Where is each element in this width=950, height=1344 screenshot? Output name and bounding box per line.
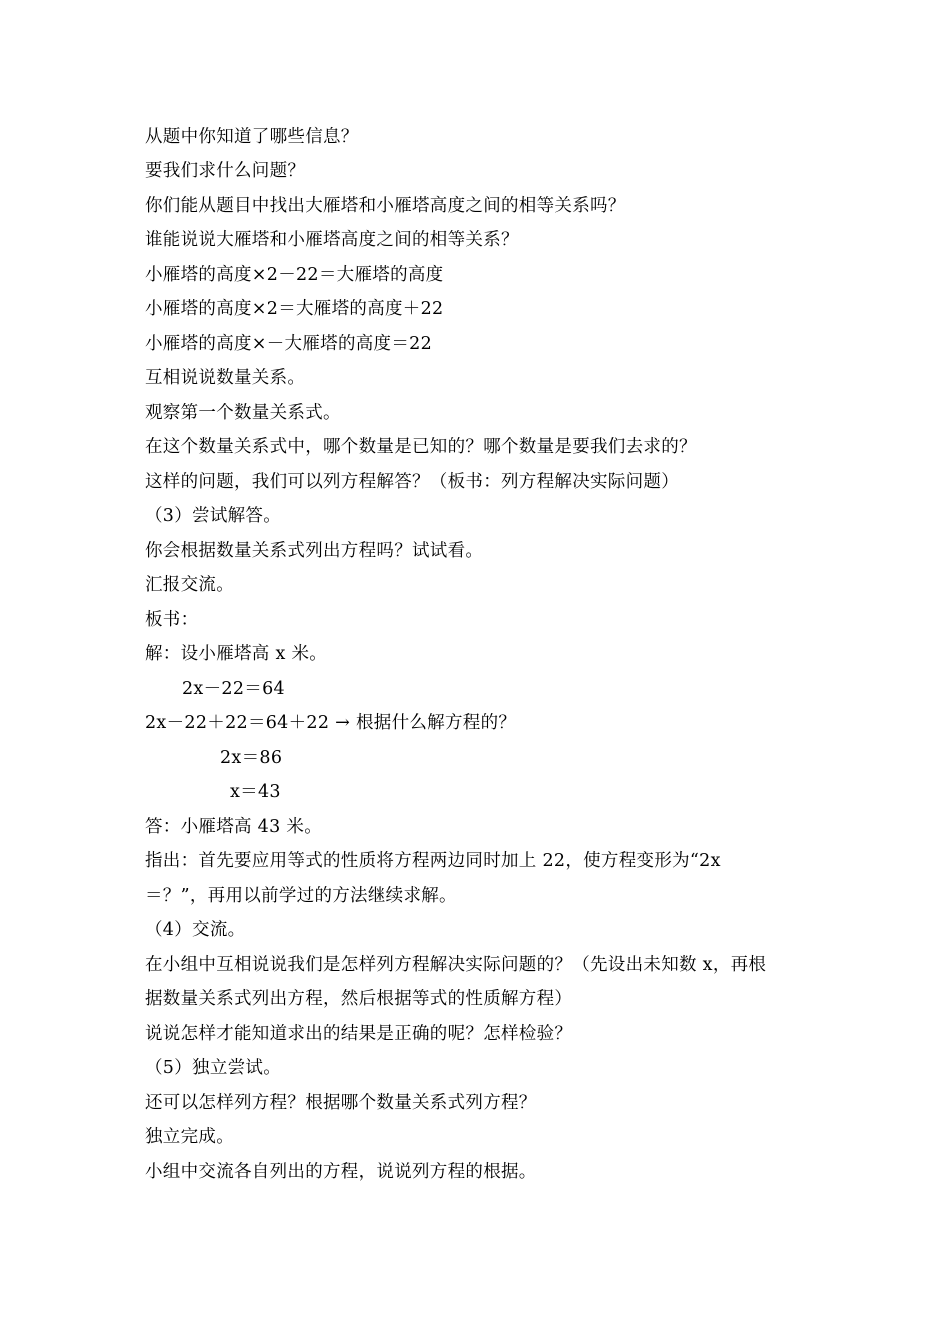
- text-line: 据数量关系式列出方程，然后根据等式的性质解方程）: [145, 989, 573, 1009]
- solution-line: 解：设小雁塔高 x 米。: [145, 644, 328, 664]
- equation-step: x＝43: [230, 782, 281, 802]
- text-line: 说说怎样才能知道求出的结果是正确的呢？怎样检验？: [145, 1024, 573, 1044]
- answer-line: 答：小雁塔高 43 米。: [145, 817, 322, 837]
- text-line: 小组中交流各自列出的方程，说说列方程的根据。: [145, 1162, 537, 1182]
- text-line: 板书：: [145, 610, 199, 630]
- text-line: ＝？”，再用以前学过的方法继续求解。: [145, 886, 457, 906]
- equation-step: 2x－22＝64: [182, 679, 285, 699]
- text-line: 你们能从题目中找出大雁塔和小雁塔高度之间的相等关系吗？: [145, 196, 626, 216]
- text-line: 指出：首先要应用等式的性质将方程两边同时加上 22，使方程变形为“2x: [145, 851, 721, 871]
- equation-step: 2x＝86: [220, 748, 283, 768]
- text-line: 观察第一个数量关系式。: [145, 403, 341, 423]
- text-line: 还可以怎样列方程？根据哪个数量关系式列方程？: [145, 1093, 537, 1113]
- text-line: 从题中你知道了哪些信息？: [145, 127, 359, 147]
- text-line: 在这个数量关系式中，哪个数量是已知的？哪个数量是要我们去求的？: [145, 437, 697, 457]
- text-line: 你会根据数量关系式列出方程吗？试试看。: [145, 541, 484, 561]
- section-heading: （4）交流。: [145, 920, 246, 940]
- equation-line: 小雁塔的高度×2－22＝大雁塔的高度: [145, 265, 444, 285]
- text-line: 汇报交流。: [145, 575, 234, 595]
- text-line: 这样的问题，我们可以列方程解答？（板书：列方程解决实际问题）: [145, 472, 679, 492]
- text-line: 在小组中互相说说我们是怎样列方程解决实际问题的？（先设出未知数 x，再根: [145, 955, 767, 975]
- equation-step: 2x－22＋22＝64＋22 → 根据什么解方程的？: [145, 713, 517, 733]
- text-line: 互相说说数量关系。: [145, 368, 306, 388]
- section-heading: （3）尝试解答。: [145, 506, 282, 526]
- text-line: 谁能说说大雁塔和小雁塔高度之间的相等关系？: [145, 230, 519, 250]
- section-heading: （5）独立尝试。: [145, 1058, 282, 1078]
- text-line: 独立完成。: [145, 1127, 234, 1147]
- equation-line: 小雁塔的高度×－大雁塔的高度＝22: [145, 334, 433, 354]
- equation-line: 小雁塔的高度×2＝大雁塔的高度＋22: [145, 299, 444, 319]
- text-line: 要我们求什么问题？: [145, 161, 306, 181]
